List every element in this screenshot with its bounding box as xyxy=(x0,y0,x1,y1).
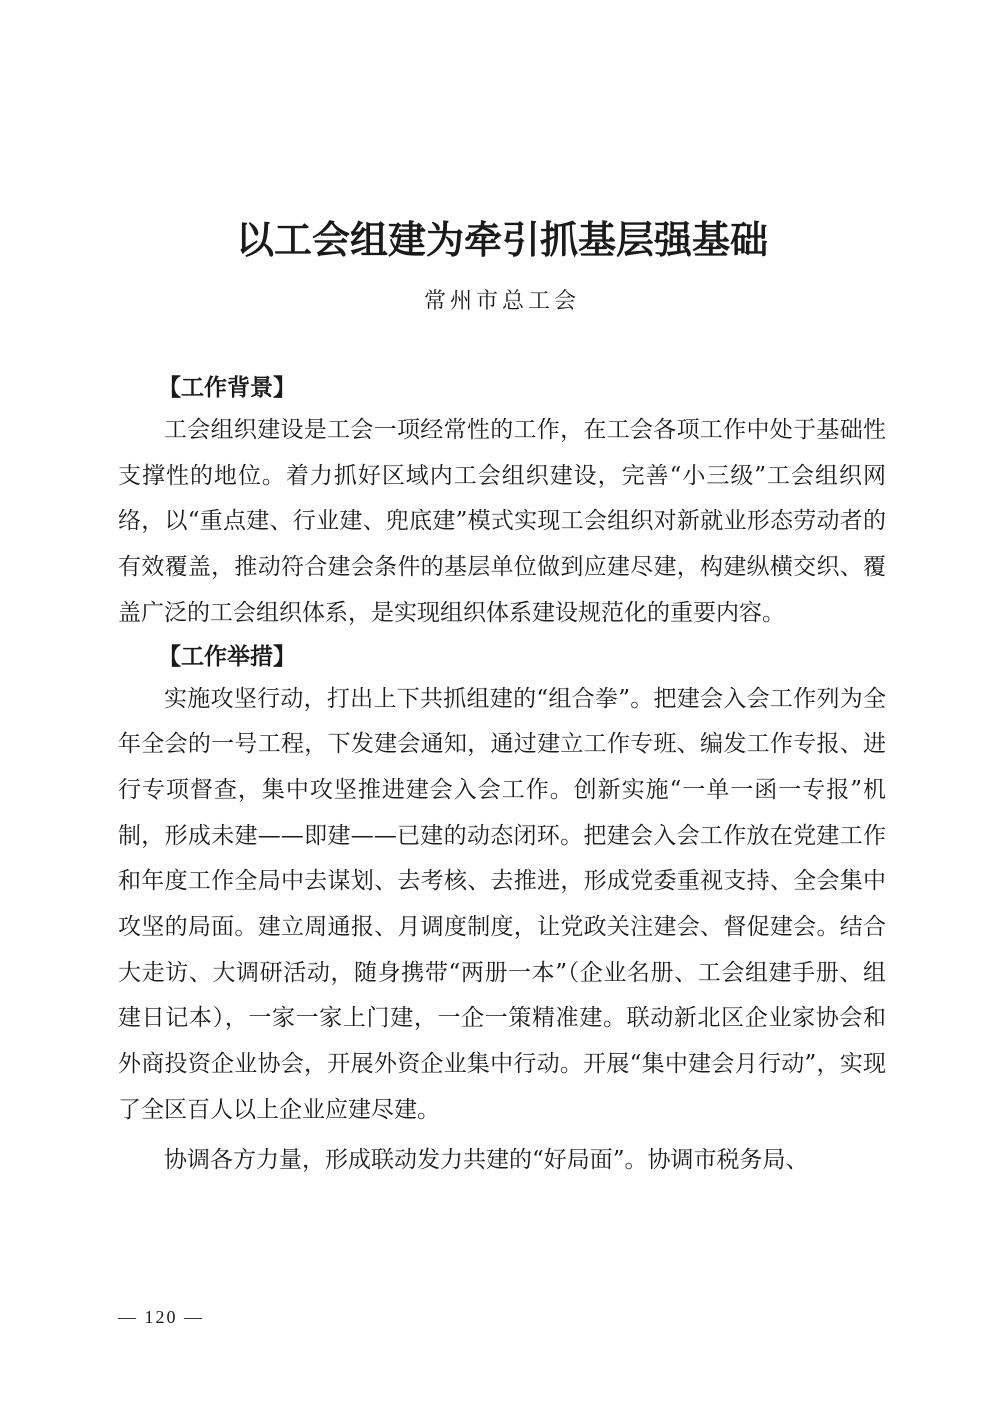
article-body xyxy=(118,368,886,1183)
page-number: — 120 — xyxy=(118,1307,204,1327)
page-title: 以工会组建为牵引抓基层强基础 xyxy=(235,217,768,262)
paragraph-background: 工会组织建设是工会一项经常性的工作，在工会各项工作中处于基础性支撑性的地位。着力抓好区域内工会组织建设，完善“小三级”工会组织网络，以“重点建、行业建、兜底建”模式实现工会组织对新就业形态劳动者的有效覆盖，推动符合建会条件的基层单位做到应建尽建，构建纵横交织、覆盖广泛的工会组织体系，是实现组织体系建设规范化的重要内容。 xyxy=(118,417,886,626)
author-line: 常州市总工会 xyxy=(423,289,580,314)
paragraph-measures-2: 协调各方力量，形成联动发力共建的“好局面”。协调市税务局、 xyxy=(164,1146,809,1173)
section-heading-background: 【工作背景】 xyxy=(158,375,296,401)
paragraph-measures-1: 实施攻坚行动，打出上下共抓组建的“组合拳”。把建会入会工作列为全年全会的一号工程，下发建会通知，通过建立工作专班、编发工作专报、进行专项督查，集中攻坚推进建会入会工作。创新实施“一单一函一专报”机制，形成未建——即建——已建的动态闭环。把建会入会工作放在党建工作和年度工作全局中去谋划、去考核、去推进，形成党委重视支持、全会集中攻坚的局面。建立周通报、月调度制度，让党政关注建会、督促建会。结合大走访、大调研活动，随身携带“两册一本”（企业名册、工会组建手册、组建日记本），一家一家上门建，一企一策精准建。联动新北区企业家协会和外商投资企业协会，开展外资企业集中行动。开展“集中建会月行动”，实现了全区百人以上企业应建尽建。 xyxy=(118,685,886,1123)
section-heading-measures: 【工作举措】 xyxy=(158,643,296,670)
